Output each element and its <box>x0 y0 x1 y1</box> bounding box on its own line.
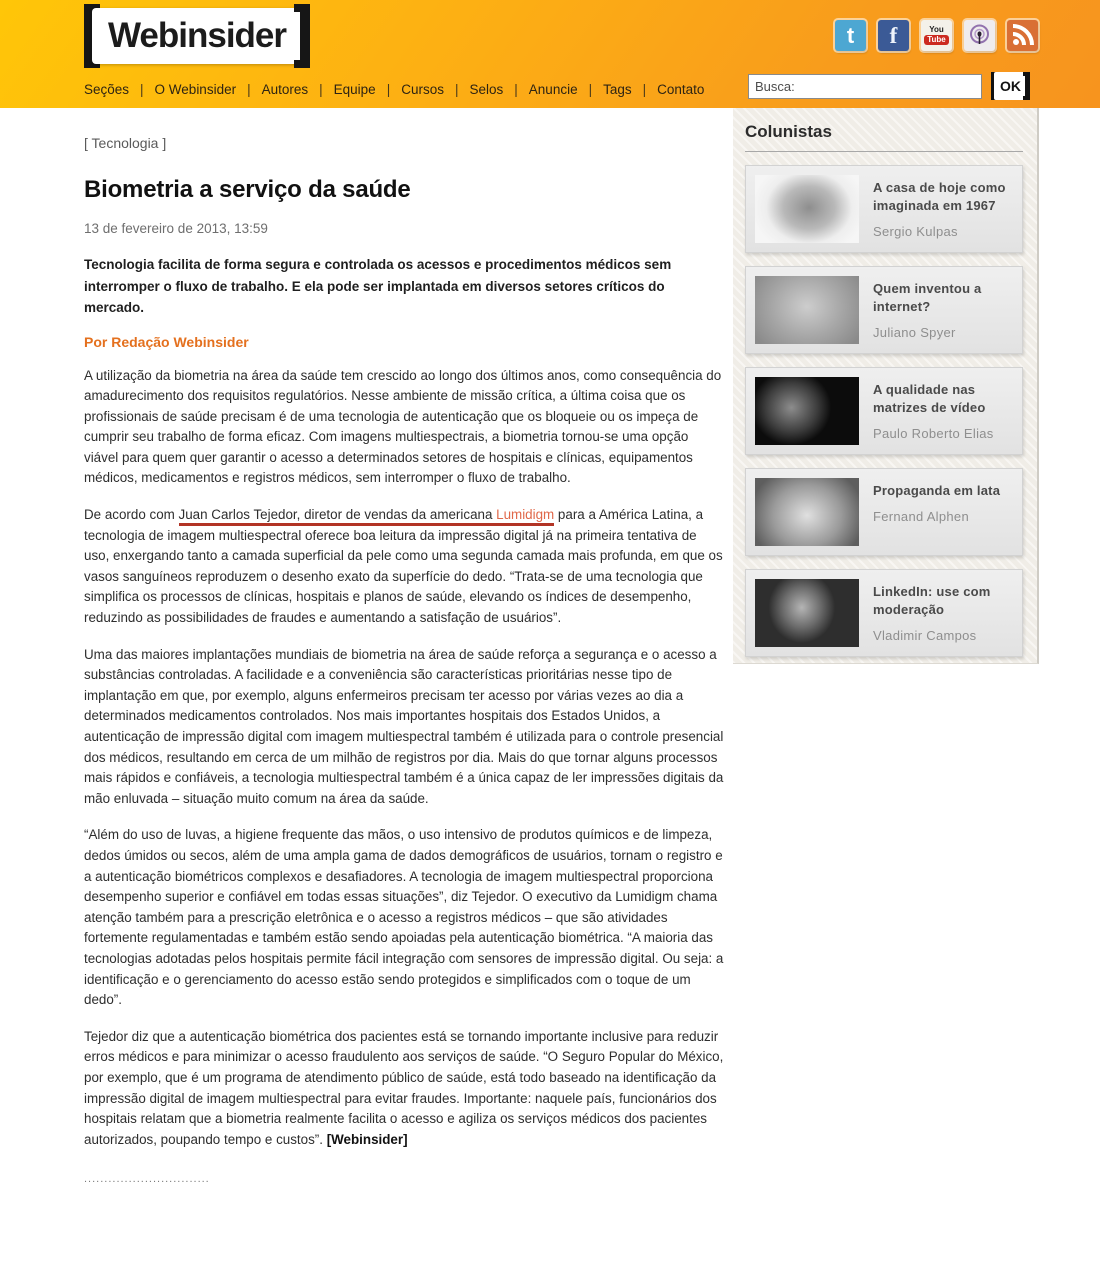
columnist-title[interactable]: A qualidade nas matrizes de vídeo <box>873 382 986 415</box>
paragraph-5 <box>84 1027 724 1151</box>
ok-bracket-right-icon <box>1023 72 1030 100</box>
nav-item-equipe[interactable]: Equipe <box>333 82 376 97</box>
nav-separator: | <box>140 82 144 97</box>
nav-item-secoes[interactable]: Seções <box>84 82 130 97</box>
columnist-title[interactable]: LinkedIn: use com moderação <box>873 584 991 617</box>
columnist-card[interactable] <box>745 165 1023 253</box>
rss-icon[interactable] <box>1007 20 1038 51</box>
sidebar-heading: Colunistas <box>745 122 1023 152</box>
article-divider-dots: ............................... <box>84 1173 210 1186</box>
twitter-icon[interactable]: t <box>835 20 866 51</box>
webinsider-end-tag: [Webinsider] <box>326 1131 408 1147</box>
columnist-text <box>873 175 1013 243</box>
lumidigm-link[interactable]: Lumidigm <box>496 507 555 523</box>
columnist-text <box>873 377 1013 445</box>
page-title: Biometria a serviço da saúde <box>84 176 411 203</box>
nav-item-cursos[interactable]: Cursos <box>401 82 444 97</box>
logo-text: Webinsider <box>92 8 302 64</box>
columnist-text <box>873 478 1000 546</box>
search-ok-label: OK <box>994 72 1027 100</box>
search-ok-button[interactable] <box>991 72 1030 100</box>
columnist-author: Sergio Kulpas <box>873 224 958 239</box>
columnist-card[interactable] <box>745 569 1023 657</box>
columnist-photo <box>755 377 859 445</box>
paragraph-2-underlined-text: Juan Carlos Tejedor, diretor de vendas da americana <box>178 507 497 523</box>
paragraph-2-rest: para a América Latina, a tecnologia de imagem multiespectral oferece boa leitura da impressão digital já na primeira tentativa de uso, enxergando tanto a camada superficial da pele como uma segunda camada mais profunda, em que os vasos sanguíneos reproduzem o desenho exato da superfície do dedo. “Trata-se de uma tecnologia que simplifica os processos de clínicas, hospitais e planos de saúde, elevando os índices de desempenho, reduzindo as possibilidades de fraudes e aumentando a satisfação de usuários”. <box>84 507 723 626</box>
article-byline: Por Redação Webinsider <box>84 333 249 350</box>
columnist-title[interactable]: A casa de hoje como imaginada em 1967 <box>873 180 1006 213</box>
nav-item-contato[interactable]: Contato <box>657 82 705 97</box>
paragraph-5-text: Tejedor diz que a autenticação biométrica dos pacientes está se tornando importante inclusive para reduzir erros médicos e para minimizar o acesso fraudulento aos serviços de saúde. “O Seguro Popular do México, por exemplo, que é um programa de atendimento público de saúde, está todo baseado na identificação da impressão digital de imagem multiespectral para evitar fraudes. Importante: naquele país, funcionários dos hospitais relatam que a biometria realmente facilita o acesso e agiliza os serviços médicos dos pacientes autorizados, poupando tempo e custos”. <box>84 1028 724 1147</box>
columnist-author: Fernand Alphen <box>873 509 969 524</box>
youtube-icon-you: You <box>929 25 944 34</box>
columnist-photo <box>755 175 859 243</box>
paragraph-2-start: De acordo com <box>84 507 179 523</box>
youtube-icon-tube: Tube <box>924 35 949 45</box>
logo-bracket-right-icon <box>294 4 310 68</box>
search-input[interactable] <box>748 74 982 99</box>
columnist-title[interactable]: Quem inventou a internet? <box>873 281 982 314</box>
columnist-author: Vladimir Campos <box>873 628 977 643</box>
columnist-card[interactable] <box>745 266 1023 354</box>
nav-separator: | <box>514 82 518 97</box>
paragraph-2 <box>84 505 724 629</box>
nav-separator: | <box>247 82 251 97</box>
header <box>0 0 1100 108</box>
category-link[interactable]: [ Tecnologia ] <box>84 135 167 151</box>
columnist-text <box>873 579 1013 647</box>
youtube-icon[interactable] <box>921 20 952 51</box>
paragraph-3: Uma das maiores implantações mundiais de biometria na área de saúde reforça a segurança e o acesso a substâncias controladas. A facilidade e a conveniência são características prioritárias nesse tipo de implantação em que, por exemplo, alguns enfermeiros precisam ter acesso por várias vezes ao dia a determinados medicamentos controlados. Nos mais importantes hospitais dos Estados Unidos, a autenticação de impressão digital com imagem multiespectral também é utilizada para o controle presencial dos médicos, resultando em cerca de um milhão de registros por dia. Mais do que tornar alguns processos mais rápidos e confiáveis, a tecnologia multiespectral também é a única capaz de ler impressões digitais da mão enluvada – situação muito comum na área da saúde. <box>84 646 724 806</box>
columnist-card[interactable] <box>745 367 1023 455</box>
facebook-icon[interactable]: f <box>878 20 909 51</box>
article-lead: Tecnologia facilita de forma segura e controlada os acessos e procedimentos médicos sem interromper o fluxo de trabalho. E ela pode ser implantada em diversos setores críticos do mercado. <box>84 257 672 315</box>
logo[interactable] <box>84 8 310 64</box>
main-nav <box>84 82 704 97</box>
columnist-text <box>873 276 1013 344</box>
paragraph-1: A utilização da biometria na área da saúde tem crescido ao longo dos últimos anos, como consequência do amadurecimento dos requisitos regulatórios. Nesse ambiente de missão crítica, a última coisa que os profissionais de saúde precisam é de uma tecnologia de autenticação que os bloqueie ou os impeça de cumprir seu trabalho de forma eficaz. Com imagens multiespectrais, a biometria tornou-se uma opção viável para quem quer garantir o acesso a determinados setores de hospitais e clínicas, equipamentos médicos, medicamentos e registros médicos, sem interromper o fluxo de trabalho. <box>84 367 722 486</box>
nav-separator: | <box>454 82 459 97</box>
podcast-icon[interactable] <box>964 20 995 51</box>
nav-separator: | <box>386 82 391 97</box>
nav-separator: | <box>588 82 593 97</box>
sidebar-colunistas <box>733 108 1039 664</box>
nav-separator: | <box>319 82 323 97</box>
nav-separator: | <box>642 82 647 97</box>
article-date: 13 de fevereiro de 2013, 13:59 <box>84 221 268 236</box>
nav-item-selos[interactable]: Selos <box>469 82 504 97</box>
columnist-title[interactable]: Propaganda em lata <box>873 483 1001 498</box>
columnist-photo <box>755 276 859 344</box>
social-links <box>835 20 1038 51</box>
columnist-author: Juliano Spyer <box>873 325 956 340</box>
columnist-photo <box>755 478 859 546</box>
paragraph-4: “Além do uso de luvas, a higiene frequente das mãos, o uso intensivo de produtos químicos e de limpeza, dedos úmidos ou secos, além de uma ampla gama de dados demográficos de usuários, tornam o registro e a autenticação biométricos complexos e desafiadores. A tecnologia de imagem multiespectral proporciona desempenho superior e confiável em todas essas situações”, diz Tejedor. O executivo da Lumidigm chama atenção também para a prescrição eletrônica e o acesso a registros médicos – que são atividades fortemente regulamentadas e também estão sendo apoiadas pela autenticação biométrica. “A maioria das tecnologias adotadas pelos hospitais permite fácil integração com sensores de impressão digital. Ou seja: a identificação e o gerenciamento do acesso estão sendo protegidos e simplificados com o toque de um dedo”. <box>84 827 724 1008</box>
nav-item-autores[interactable]: Autores <box>261 82 309 97</box>
article <box>84 108 724 1185</box>
nav-item-anuncie[interactable]: Anuncie <box>528 82 578 97</box>
red-underline-annotation <box>179 507 555 526</box>
nav-item-o-webinsider[interactable]: O Webinsider <box>154 82 237 97</box>
search-bar <box>748 72 1030 100</box>
nav-item-tags[interactable]: Tags <box>603 82 632 97</box>
columnist-author: Paulo Roberto Elias <box>873 426 994 441</box>
columnist-card[interactable] <box>745 468 1023 556</box>
columnist-photo <box>755 579 859 647</box>
